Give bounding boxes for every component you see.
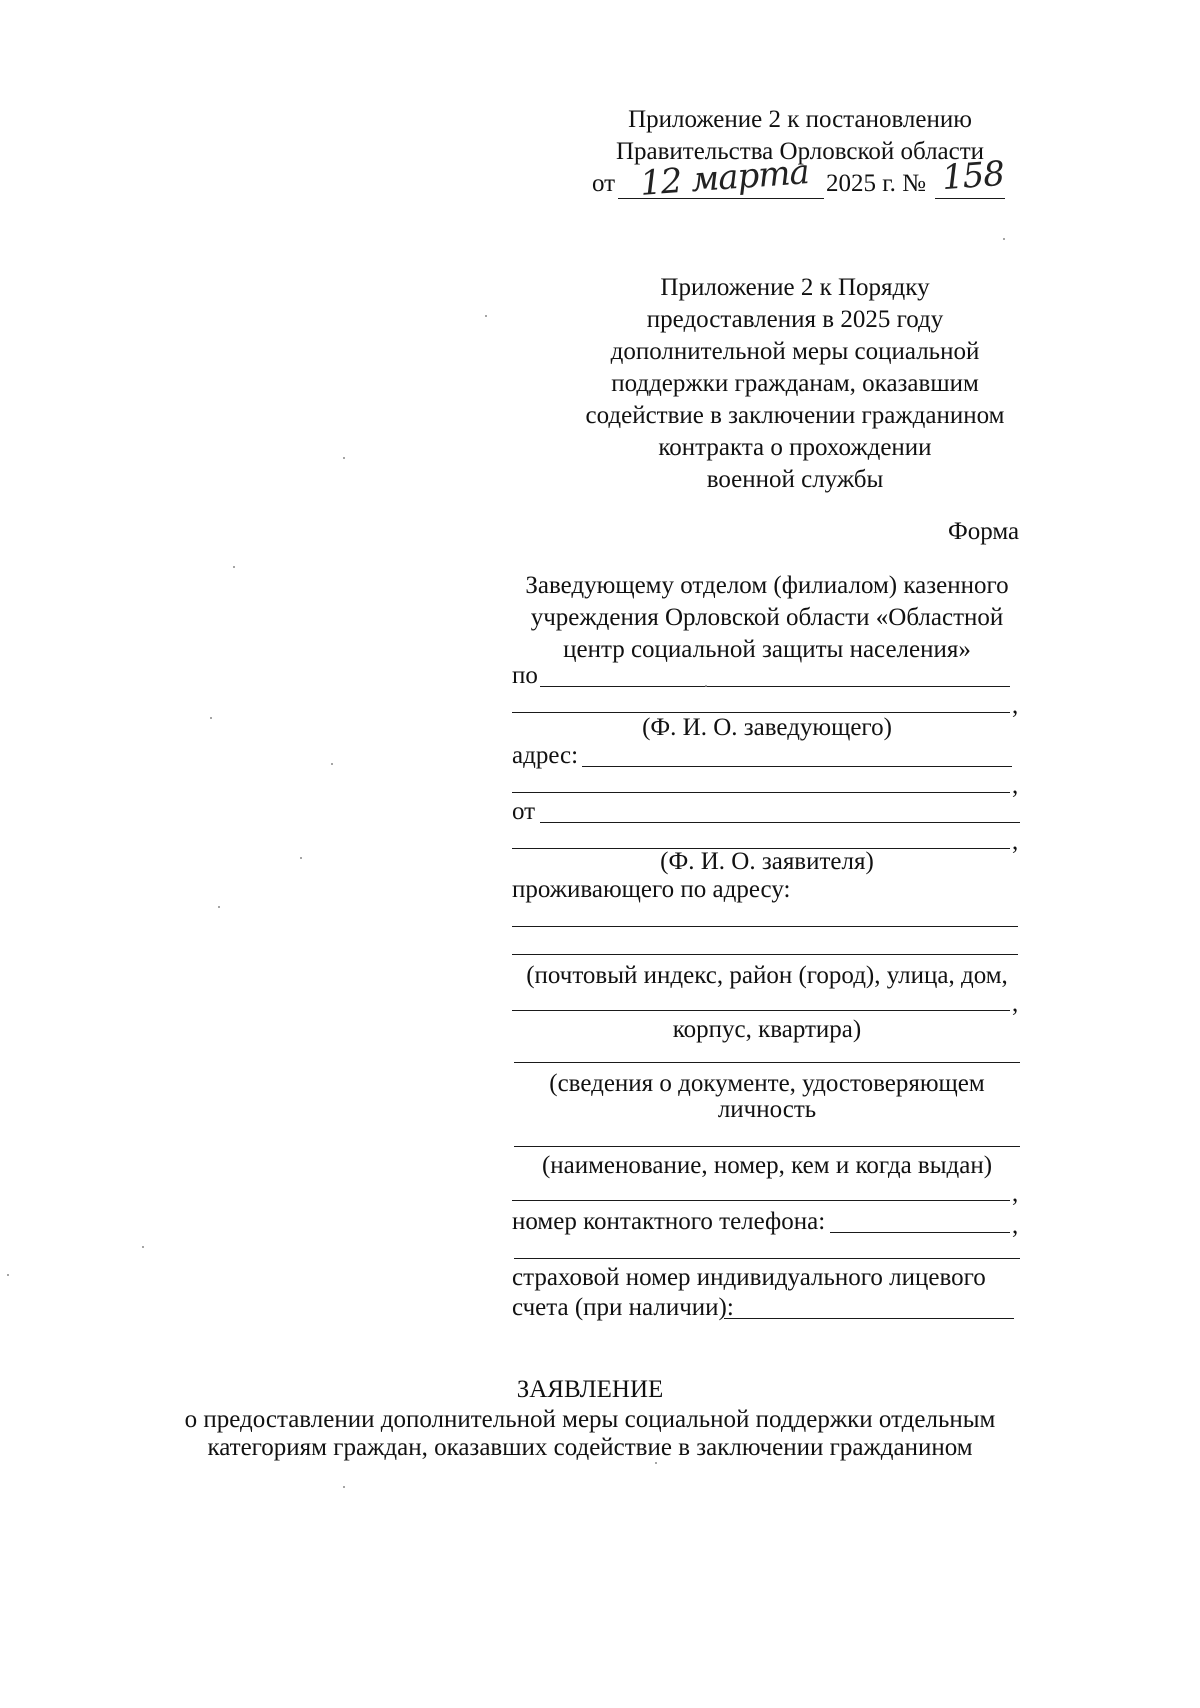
scan-speck [343,457,345,459]
scan-speck [705,685,707,687]
extra-line[interactable] [514,1258,1020,1259]
appendix-line-4: поддержки гражданам, оказавшим [611,370,979,397]
appendix-line-1: Приложение 2 к Порядку [660,274,930,301]
applicant-name-caption: (Ф. И. О. заявителя) [660,848,874,875]
phone-line[interactable] [830,1232,1010,1233]
phone-label: номер контактного телефона: [512,1208,826,1235]
po-label: по [512,662,538,689]
scan-speck [218,906,220,908]
snils-label-1: страховой номер индивидуального лицевого [512,1264,986,1291]
address-caption-1: (почтовый индекс, район (город), улица, дом, [526,962,1008,989]
scan-speck [7,1274,9,1276]
id-doc-line-1[interactable] [514,1062,1020,1063]
handwritten-date: 12 марта [638,152,811,204]
head-name-caption: (Ф. И. О. заведующего) [642,714,892,741]
comma: , [1012,1180,1019,1207]
appendix-line-7: военной службы [706,466,884,493]
header-date-prefix: от [592,170,616,197]
snils-line[interactable] [724,1318,1014,1319]
scan-speck [300,857,302,859]
comma: , [1012,772,1019,799]
form-label: Форма [948,518,1020,545]
scan-speck [331,763,333,765]
scan-speck [655,1462,657,1464]
appendix-line-2: предоставления в 2025 году [646,306,944,333]
head-address-line-2[interactable] [512,792,1010,793]
applicant-address-line-2[interactable] [512,954,1018,955]
id-doc-line-2[interactable] [514,1146,1020,1147]
handwritten-number: 158 [940,153,1006,199]
header-line-2: Правительства Орловской области [615,138,985,165]
appendix-line-3: дополнительной меры социальной [610,338,980,365]
applicant-name-line-1[interactable] [540,822,1020,823]
addressee-line-3: центр социальной защиты населения» [563,636,971,663]
applicant-address-line-3[interactable] [512,1010,1010,1011]
head-name-line-1[interactable] [540,686,1010,687]
comma: , [1012,828,1019,855]
appendix-line-6: контракта о прохождении [658,434,932,461]
scan-speck [142,1246,144,1248]
header-line-1: Приложение 2 к постановлению [628,106,972,133]
appendix-line-5: содействие в заключении гражданином [585,402,1005,429]
id-doc-caption-1: (сведения о документе, удостоверяющем [549,1070,985,1097]
comma: , [1012,692,1019,719]
scan-speck [343,1486,345,1488]
applicant-address-line-1[interactable] [512,926,1018,927]
scan-speck [1003,238,1005,240]
scan-speck [210,717,212,719]
comma: , [1012,1212,1019,1239]
comma: , [1012,990,1019,1017]
header-year-number: 2025 г. № [826,170,927,197]
snils-label-2: счета (при наличии): [512,1294,734,1321]
address-caption-2: корпус, квартира) [672,1016,862,1043]
scan-speck [233,566,235,568]
id-doc-caption-2: личность [717,1096,817,1123]
from-label: от [512,798,536,825]
residing-label: проживающего по адресу: [512,876,791,903]
statement-line-1: о предоставлении дополнительной меры социальной поддержки отдельным [184,1406,996,1433]
id-doc-line-3[interactable] [512,1200,1010,1201]
addressee-line-1: Заведующему отделом (филиалом) казенного [525,572,1009,599]
scan-speck [485,315,487,317]
statement-line-2: категориям граждан, оказавших содействие в заключении гражданином [207,1434,973,1461]
head-address-line-1[interactable] [582,766,1012,767]
id-doc-caption-3: (наименование, номер, кем и когда выдан) [541,1152,993,1179]
statement-title: ЗАЯВЛЕНИЕ [516,1376,664,1403]
address-label: адрес: [512,742,579,769]
number-underline [935,198,1005,199]
addressee-line-2: учреждения Орловской области «Областной [530,604,1004,631]
